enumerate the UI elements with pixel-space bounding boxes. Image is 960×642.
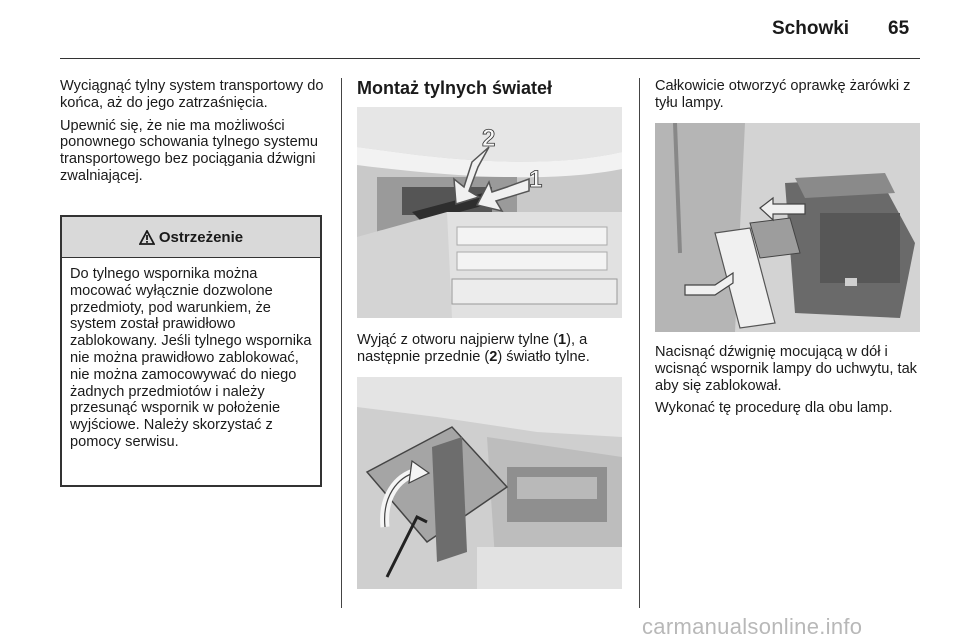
column-divider [639,78,640,608]
warning-text: Do tylnego wspornika można mocować wyłącznie dozwolone przedmioty, pod warunkiem, że system został prawidłowo zablokowany. Jeśli tylnego wspornika nie można prawidłowo zablokować, nie można zamocowywać do niego żadnych przedmiotów i należy przesunąć wspornik w położenie wyjściowe. Należy skorzystać z pomocy serwisu. [70,266,312,450]
caption-text: ), a następnie przednie ( [357,332,588,365]
figure-label-1: 1 [529,166,543,193]
section-heading: Montaż tylnych świateł [357,78,553,98]
figure-label-2: 2 [482,125,496,152]
figure-caption [357,332,627,366]
column-divider [341,78,342,608]
right-column-top [655,78,925,118]
page-title: Schowki [772,18,850,39]
right-column-bottom [655,344,925,423]
paragraph: Całkowicie otworzyć oprawkę żarówki z tyłu lampy. [655,78,911,111]
warning-title: Ostrzeżenie [158,228,244,246]
paragraph: Nacisnąć dźwignię mocującą w dół i wcisnąć wspornik lampy do uchwytu, tak aby się zablokował. [655,344,917,394]
watermark: carmanualsonline.info [642,614,863,639]
caption-text: Wyjąć z otworu najpierw tylne ( [357,332,559,348]
warning-header [62,217,320,258]
warning-triangle-icon [139,230,155,245]
tail-light-removal-photo [357,107,622,318]
paragraph: Wykonać tę procedurę dla obu lamp. [655,400,893,417]
caption-ref-2: 2 [489,348,498,365]
warning-box [60,215,322,487]
left-column [60,78,326,191]
paragraph: Wyciągnąć tylny system transportowy do końca, aż do jego zatrzaśnięcia. [60,78,324,111]
caption-ref-1: 1 [558,332,567,348]
bulb-holder-photo [655,123,920,332]
page-number: 65 [888,18,910,39]
tail-light-holder-photo [357,377,622,589]
caption-text: ) światło tylne. [497,348,590,365]
header-divider [60,58,920,59]
paragraph: Upewnić się, że nie ma możliwości ponownego schowania tylnego systemu transportowego bez pociągania dźwigni zwalniającej. [60,117,318,184]
middle-column [357,78,627,99]
